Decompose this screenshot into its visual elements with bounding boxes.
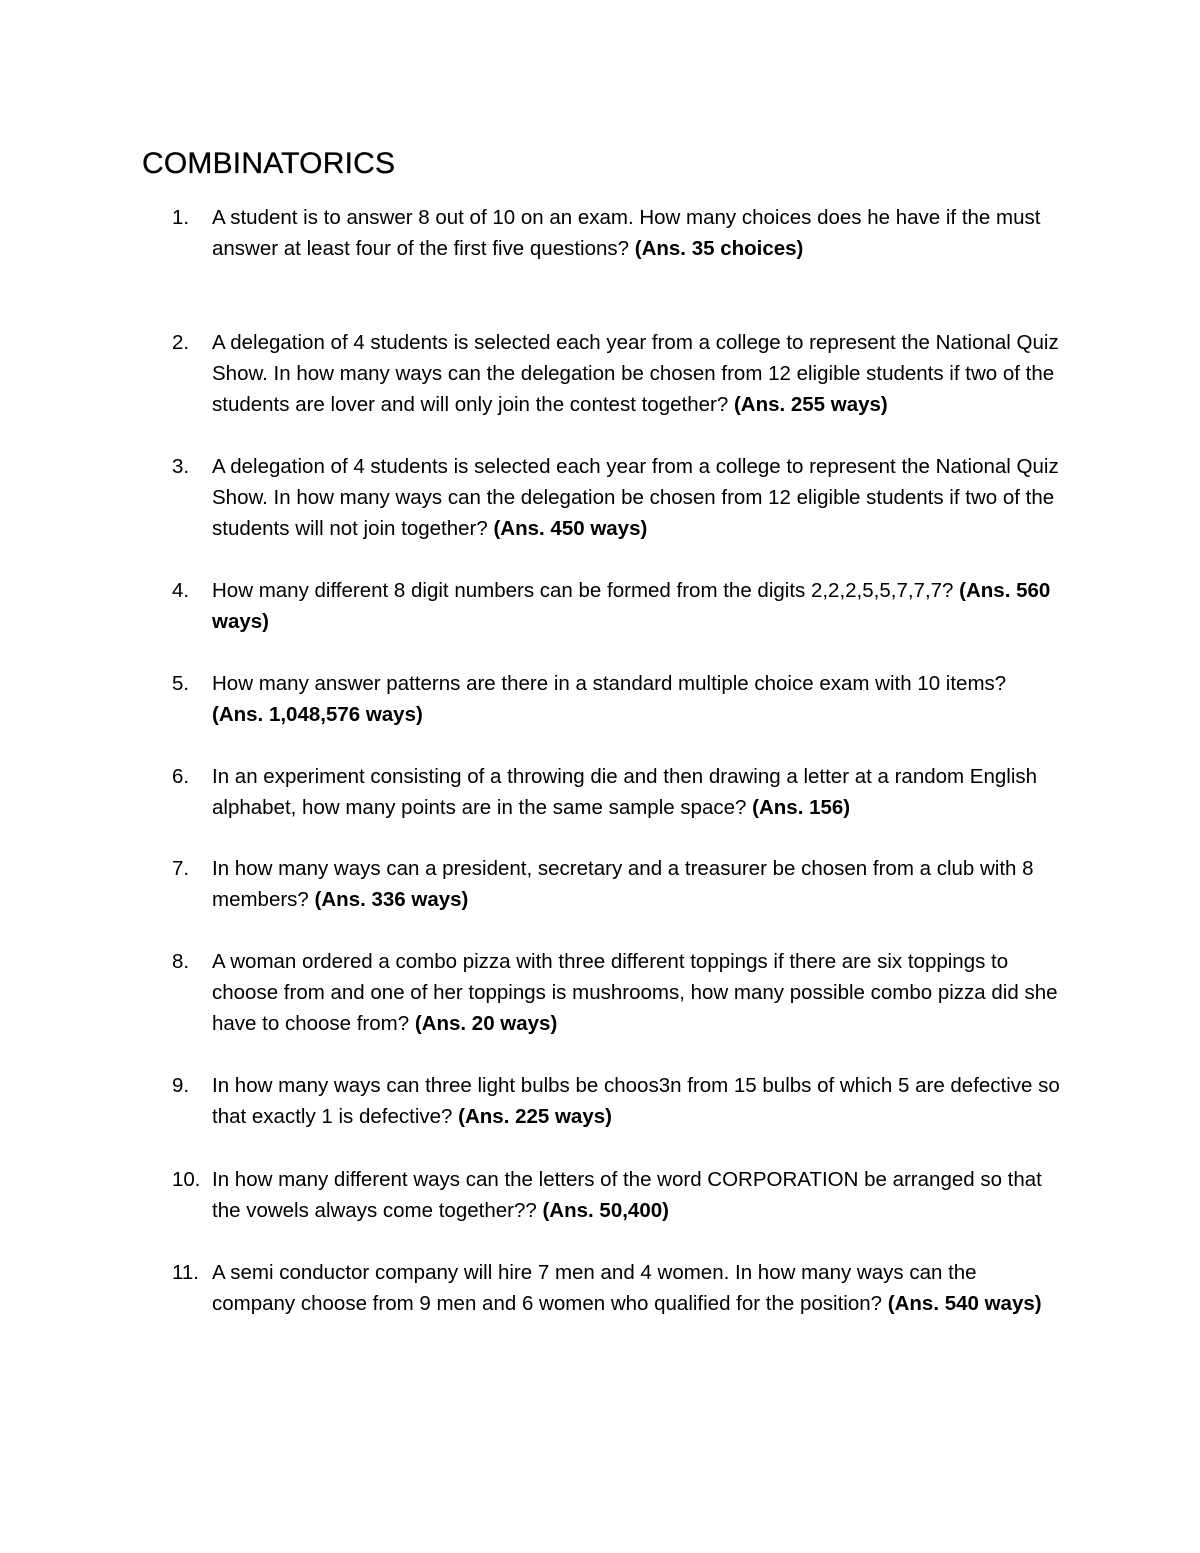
- question-text: A semi conductor company will hire 7 men and 4 women. In how many ways can the company choose from 9 men and 6 women who qualified for the position?: [212, 1261, 977, 1315]
- question-answer: (Ans. 540 ways): [887, 1292, 1042, 1315]
- question-text: In an experiment consisting of a throwing die and then drawing a letter at a random English alphabet, how many points are in the same sample space?: [212, 765, 1038, 819]
- question-number: 5.: [172, 672, 190, 695]
- question-text: A student is to answer 8 out of 10 on an exam. How many choices does he have if the must answer at least four of the first five questions?: [212, 206, 1041, 260]
- question-answer: (Ans. 20 ways): [414, 1012, 558, 1035]
- question-item-4: [172, 575, 1062, 637]
- question-answer: (Ans. 50,400): [542, 1199, 669, 1222]
- question-text: A delegation of 4 students is selected each year from a college to represent the National Quiz Show. In how many ways can the delegation be chosen from 12 eligible students if two of the students are lover and will only join the contest together?: [212, 331, 1059, 416]
- question-answer: (Ans. 156): [752, 796, 851, 819]
- question-number: 3.: [172, 455, 190, 478]
- question-answer: (Ans. 1,048,576 ways): [212, 703, 423, 726]
- question-answer: (Ans. 255 ways): [733, 393, 888, 416]
- question-item-3: [172, 451, 1062, 544]
- question-text: A delegation of 4 students is selected each year from a college to represent the National Quiz Show. In how many ways can the delegation be chosen from 12 eligible students if two of the students will not join together?: [212, 455, 1059, 540]
- question-number: 1.: [172, 206, 190, 229]
- question-item-8: [172, 946, 1062, 1039]
- question-number: 8.: [172, 950, 190, 973]
- question-text: A woman ordered a combo pizza with three different toppings if there are six toppings to choose from and one of her toppings is mushrooms, how many possible combo pizza did she have to choose from?: [212, 950, 1058, 1035]
- question-text: In how many ways can a president, secretary and a treasurer be chosen from a club with 8 members?: [212, 857, 1034, 911]
- question-text: In how many different ways can the letters of the word CORPORATION be arranged so that the vowels always come together??: [212, 1168, 1042, 1222]
- question-number: 9.: [172, 1074, 190, 1097]
- question-item-6: [172, 761, 1062, 823]
- question-item-10: [172, 1164, 1062, 1226]
- question-text: How many different 8 digit numbers can be formed from the digits 2,2,2,5,5,7,7,7?: [212, 579, 954, 602]
- question-answer: (Ans. 450 ways): [493, 517, 648, 540]
- question-text: How many answer patterns are there in a standard multiple choice exam with 10 items?: [212, 672, 1007, 695]
- question-text: In how many ways can three light bulbs be choos3n from 15 bulbs of which 5 are defective so that exactly 1 is defective?: [212, 1074, 1060, 1128]
- question-item-2: [172, 327, 1062, 420]
- question-number: 11.: [172, 1261, 199, 1284]
- question-number: 7.: [172, 857, 190, 880]
- question-number: 2.: [172, 331, 190, 354]
- question-answer: (Ans. 336 ways): [314, 888, 469, 911]
- question-number: 4.: [172, 579, 190, 602]
- question-number: 6.: [172, 765, 190, 788]
- question-answer: (Ans. 560 ways): [212, 579, 1051, 633]
- question-number: 10.: [172, 1168, 201, 1191]
- question-item-11: [172, 1257, 1062, 1319]
- question-item-1: [172, 202, 1062, 264]
- question-item-9: [172, 1070, 1062, 1132]
- question-item-5: [172, 668, 1062, 730]
- page-title: COMBINATORICS: [142, 147, 396, 180]
- question-answer: (Ans. 225 ways): [458, 1105, 612, 1128]
- question-answer: (Ans. 35 choices): [634, 237, 804, 260]
- question-item-7: [172, 853, 1062, 915]
